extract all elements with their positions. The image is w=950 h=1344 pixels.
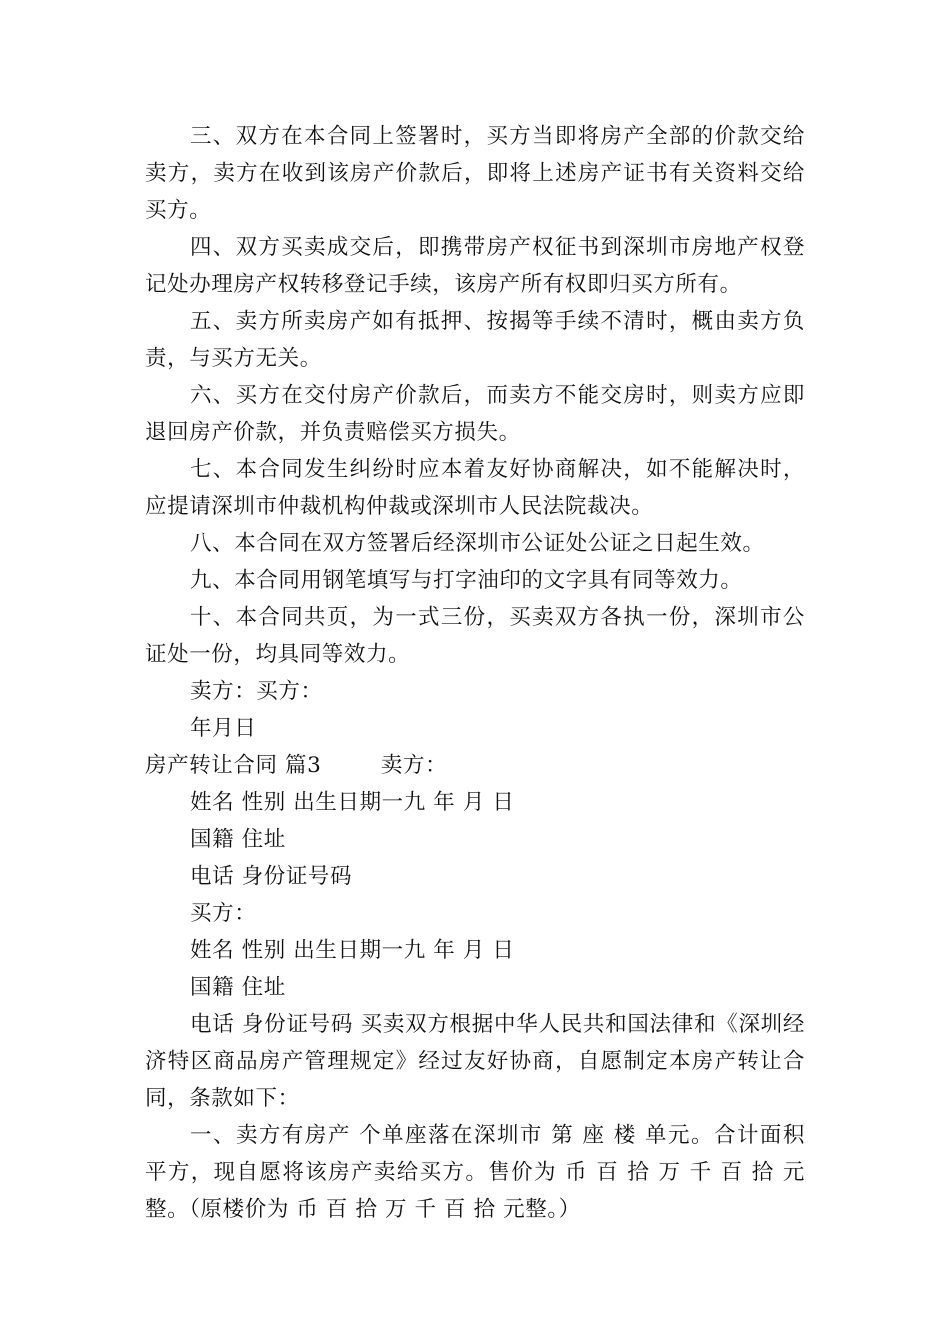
clause-10: 十、本合同共页，为一式三份，买卖双方各执一份，深圳市公证处一份，均具同等效力。 (145, 605, 805, 667)
clause-6: 六、买方在交付房产价款后，而卖方不能交房时，则卖方应即退回房产价款，并负责赔偿买方损失。 (145, 383, 805, 445)
seller-name-line: 姓名 性别 出生日期一九 年 月 日 (190, 790, 515, 815)
buyer-name-line: 姓名 性别 出生日期一九 年 月 日 (190, 938, 515, 963)
clause-3: 三、双方在本合同上签署时，买方当即将房产全部的价款交给卖方，卖方在收到该房产价款后，即将上述房产证书有关资料交给买方。 (145, 124, 805, 223)
buyer-phone-and-preamble: 电话 身份证号码 买卖双方根据中华人民共和国法律和《深圳经济特区商品房产管理规定》经过友好协商，自愿制定本房产转让合同，条款如下： (145, 1012, 805, 1111)
buyer-label: 买方： (190, 901, 257, 926)
clause-5: 五、卖方所卖房产如有抵押、按揭等手续不清时，概由卖方负责，与买方无关。 (145, 309, 805, 371)
section-heading: 房产转让合同 篇3 卖方： (145, 753, 448, 778)
buyer-nationality-line: 国籍 住址 (190, 975, 286, 1000)
seller-nationality-line: 国籍 住址 (190, 827, 286, 852)
clause-4: 四、双方买卖成交后，即携带房产权征书到深圳市房地产权登记处办理房产权转移登记手续，该房产所有权即归买方所有。 (145, 235, 805, 297)
clause-7: 七、本合同发生纠纷时应本着友好协商解决，如不能解决时，应提请深圳市仲裁机构仲裁或深圳市人民法院裁决。 (145, 457, 805, 519)
seller-phone-line: 电话 身份证号码 (190, 864, 353, 889)
clause-9: 九、本合同用钢笔填写与打字油印的文字具有同等效力。 (190, 568, 743, 593)
date-line: 年月日 (190, 716, 257, 741)
document-body (145, 118, 805, 1228)
clause-1: 一、卖方有房产 个单座落在深圳市 第 座 楼 单元。合计面积 平方，现自愿将该房产卖给买方。售价为 币 百 拾 万 千 百 拾 元整。（原楼价为 币 百 拾 万 千 百 拾 元整。） (145, 1123, 805, 1222)
clause-8: 八、本合同在双方签署后经深圳市公证处公证之日起生效。 (190, 531, 765, 556)
signature-line: 卖方：买方： (190, 679, 323, 704)
